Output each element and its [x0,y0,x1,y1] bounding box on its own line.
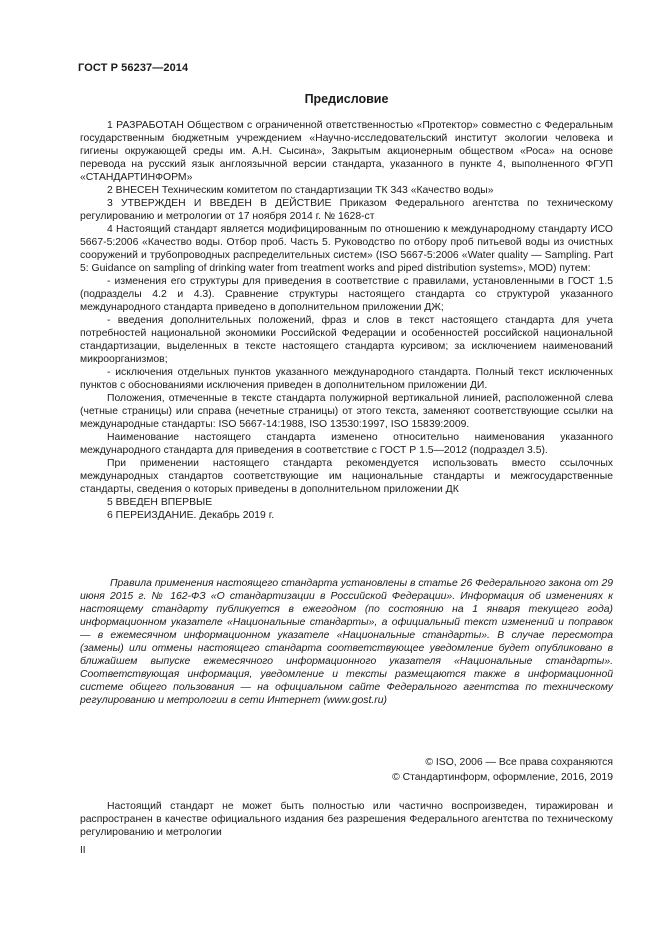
list-item-exclusions: - исключения отдельных пунктов указанного международного стандарта. Полный текст исключенных пунктов с обоснованиями исключения приведен в дополнительном приложении ДИ. [80,367,613,391]
paragraph-reissue: 6 ПЕРЕИЗДАНИЕ. Декабрь 2019 г. [107,510,275,521]
paragraph-approved: 3 УТВЕРЖДЕН И ВВЕДЕН В ДЕЙСТВИЕ Приказом Федерального агентства по техническому регулированию и метрологии от 17 ноября 2014 г. № 1628-ст [80,198,613,222]
page-title [0,92,661,106]
copyright-block [392,755,613,785]
paragraph-name-change: Наименование настоящего стандарта изменено относительно наименования указанного международного стандарта для приведения в соответствие с ГОСТ Р 1.5—2012 (подраздел 3.5). [80,432,613,456]
paragraph-developed: 1 РАЗРАБОТАН Обществом с ограниченной ответственностью «Протектор» совместно с Федеральным государственным бюджетным учреждением «Научно-исследовательский институт экологии человека и гигиены окружающей среды им. А.Н. Сысина», Закрытым акционерным обществом «Роса» на основе перевода на русский язык англоязычной версии стандарта, указанного в пункте 4, выполненного ФГУП «СТАНДАРТИНФОРМ» [80,120,613,183]
paragraph-modified: 4 Настоящий стандарт является модифицированным по отношению к международному стандарту ИСО 5667-5:2006 «Качество воды. Отбор проб. Часть 5. Руководство по отбору проб питьевой воды из очистных сооружений и трубопроводных распределительных систем» (ISO 5667-5:2006 «Water quality — Sampling. Part 5: Guidance on sampling of drinking water from treatment works and piped distribution systems», MOD) путем: [80,224,613,274]
page-number: II [80,845,86,856]
reproduction-notice: Настоящий стандарт не может быть полностью или частично воспроизведен, тиражирован и распространен в качестве официального издания без разрешения Федерального агентства по техническому регулированию и метрологии [80,801,613,838]
foreword-body [80,119,613,522]
paragraph-introduced: 2 ВНЕСЕН Техническим комитетом по стандартизации ТК 343 «Качество воды» [107,185,494,196]
standard-header: ГОСТ Р 56237—2014 [78,62,189,74]
list-item-additions: - введения дополнительных положений, фраз и слов в текст настоящего стандарта для учета потребностей национальной экономики Российской Федерации и особенностей российской национальной стандартизации, выделенных в тексте настоящего стандарта курсивом; за исключением наименований микроорганизмов; [80,315,613,365]
paragraph-provisions: Положения, отмеченные в тексте стандарта полужирной вертикальной линией, расположенной слева (четные страницы) или справа (нечетные страницы) от этого текста, заменяют соответствующие ссылки на международные стандарты: ISO 5667-14:1988, ISO 13530:1997, ISO 15839:2009. [80,393,613,430]
list-item-structure: - изменения его структуры для приведения в соответствие с правилами, установленными в ГОСТ 1.5 (подразделы 4.2 и 4.3). Сравнение структуры настоящего стандарта со структурой указанного международного стандарта приведено в дополнительном приложении ДЖ; [80,276,613,313]
title-text: Предисловие [304,92,389,106]
rules-notice: Правила применения настоящего стандарта установлены в статье 26 Федерального закона от 29 июня 2015 г. № 162-ФЗ «О стандартизации в Российской Федерации». Информация об изменениях к настоящему стандарту публикуется в ежегодном (по состоянию на 1 января текущего года) информационном указателе «Национальные стандарты», а официальный текст изменений и поправок — в ежемесячном информационном указателе «Национальные стандарты». В случае пересмотра (замены) или отмены настоящего стандарта соответствующее уведомление будет опубликовано в ближайшем выпуске ежемесячного информационного указателя «Национальные стандарты». Соответствующая информация, уведомление и тексты размещаются также в информационной системе общего пользования — на официальном сайте Федерального агентства по техническому регулированию и метрологии в сети Интернет (www.gost.ru) [80,578,613,706]
copyright-iso: © ISO, 2006 — Все права сохраняются [425,757,613,768]
paragraph-first-introduced: 5 ВВЕДЕН ВПЕРВЫЕ [107,497,213,508]
copyright-standartinform: © Стандартинформ, оформление, 2016, 2019 [392,772,613,783]
paragraph-references: При применении настоящего стандарта рекомендуется использовать вместо ссылочных международных стандартов соответствующие им национальные стандарты и межгосударственные стандарты, сведения о которых приведены в дополнительном приложении ДК [80,458,613,495]
